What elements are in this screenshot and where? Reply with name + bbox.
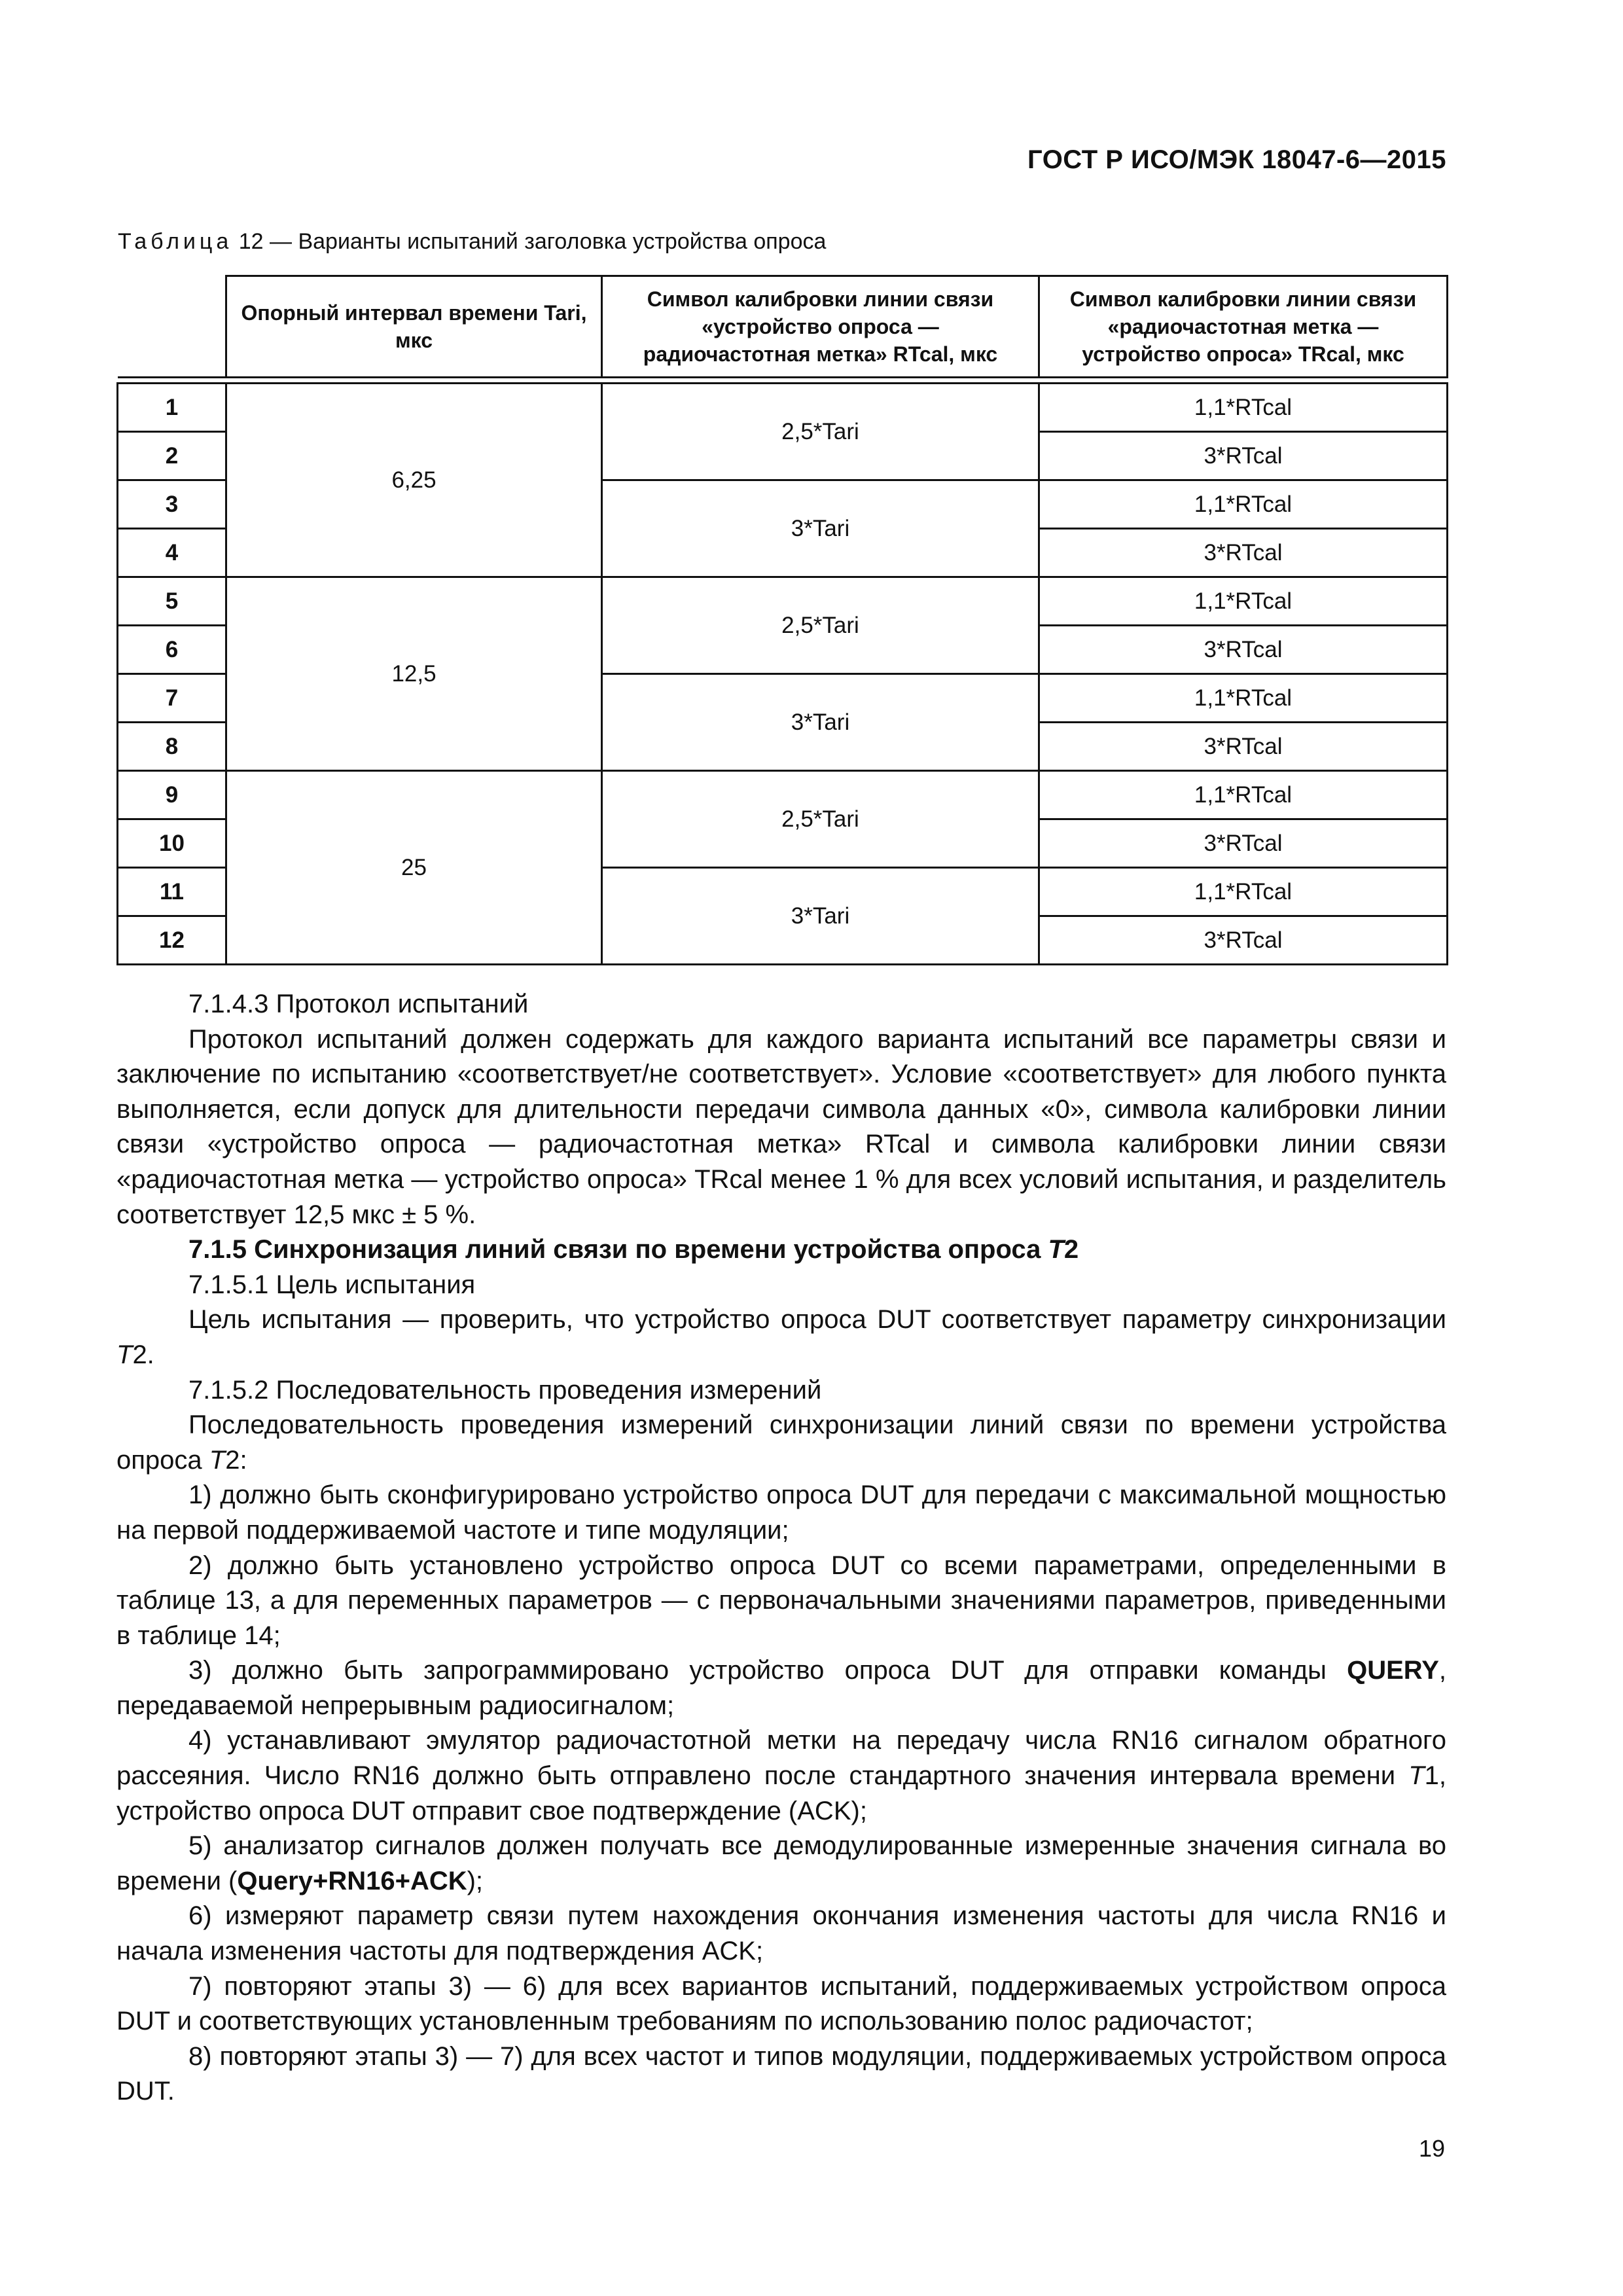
- trcal-cell: 1,1*RTcal: [1039, 868, 1448, 916]
- row-number: 3: [118, 480, 226, 529]
- trcal-cell: 1,1*RTcal: [1039, 674, 1448, 723]
- trcal-cell: 3*RTcal: [1039, 529, 1448, 577]
- row-number: 2: [118, 432, 226, 480]
- row-number: 12: [118, 916, 226, 965]
- section-7-1-4-3-text: Протокол испытаний должен содержать для каждого варианта испытаний все параметры связи и заключение по испытанию «соответствует/не соответствует». Условие «соответствует» для любого пункта выполняется, если допуск для длительности передачи символа данных «0», символа калибровки линии связи «устройство опроса — радиочастотная метка» RTcal и символа калибровки линии связи «радиочастотная метка — устройство опроса» TRcal менее 1 % для всех условий испытания, и разделитель соответствует 12,5 мкс ± 5 %.: [116, 1024, 1446, 1229]
- trcal-cell: 1,1*RTcal: [1039, 384, 1448, 432]
- row-number: 9: [118, 771, 226, 819]
- tari-cell: 6,25: [226, 384, 602, 577]
- row-number: 10: [118, 819, 226, 868]
- section-7-1-5-2-title: 7.1.5.2 Последовательность проведения измерений: [188, 1375, 822, 1405]
- paragraph-suffix: 2.: [132, 1340, 154, 1369]
- step-suffix: 1, устройство опроса DUT отправит свое подтверждение (ACK);: [116, 1761, 1446, 1825]
- tari-cell: 12,5: [226, 577, 602, 771]
- row-number: 11: [118, 868, 226, 916]
- table-row: [118, 771, 1448, 819]
- step-5: [116, 1829, 1446, 1899]
- rtcal-cell: 3*Tari: [602, 674, 1039, 771]
- table-row: [118, 577, 1448, 626]
- step-8: 8) повторяют этапы 3) — 7) для всех частот и типов модуляции, поддерживаемых устройством опроса DUT.: [116, 2041, 1446, 2106]
- row-number: 5: [118, 577, 226, 626]
- step-text: 5) анализатор сигналов должен получать все демодулированные измеренные значения сигнала во времени (: [116, 1831, 1446, 1895]
- section-7-1-5-1-title: 7.1.5.1 Цель испытания: [188, 1270, 476, 1299]
- row-number: 4: [118, 529, 226, 577]
- section-7-1-5-2-text: [116, 1408, 1446, 1478]
- row-number: 8: [118, 723, 226, 771]
- step-suffix: , передаваемой непрерывным радиосигналом;: [116, 1656, 1446, 1720]
- row-number: 1: [118, 384, 226, 432]
- rtcal-cell: 2,5*Tari: [602, 771, 1039, 868]
- step-suffix: );: [467, 1866, 484, 1895]
- trcal-cell: 1,1*RTcal: [1039, 771, 1448, 819]
- heading-text: 7.1.5 Синхронизация линий связи по времени устройства опроса: [188, 1235, 1048, 1265]
- step-1: 1) должно быть сконфигурировано устройство опроса DUT для передачи с максимальной мощностью на первой поддерживаемой частоте и типе модуляции;: [116, 1480, 1446, 1545]
- rtcal-cell: 2,5*Tari: [602, 384, 1039, 480]
- table-caption-text: 12 — Варианты испытаний заголовка устройства опроса: [232, 229, 827, 254]
- trcal-cell: 3*RTcal: [1039, 723, 1448, 771]
- table-caption: [118, 229, 826, 255]
- rtcal-cell: 3*Tari: [602, 868, 1039, 965]
- paragraph-text: Цель испытания — проверить, что устройство опроса DUT соответствует параметру синхронизации: [188, 1305, 1446, 1335]
- table-header-row: [118, 276, 1448, 378]
- step-text: 4) устанавливают эмулятор радиочастотной метки на передачу числа RN16 сигналом обратного рассеяния. Число RN16 должно быть отправлено после стандартного значения интервала времени: [116, 1726, 1446, 1791]
- tari-cell: 25: [226, 771, 602, 965]
- trcal-cell: 3*RTcal: [1039, 432, 1448, 480]
- step-4: [116, 1723, 1446, 1829]
- signal-sequence: Query+RN16+ACK: [237, 1866, 467, 1895]
- trcal-cell: 1,1*RTcal: [1039, 480, 1448, 529]
- paragraph-text: Последовательность проведения измерений синхронизации линий связи по времени устройства опроса: [116, 1410, 1446, 1475]
- header-corner-cell: [118, 276, 226, 378]
- rtcal-cell: 3*Tari: [602, 480, 1039, 577]
- body-text: [116, 987, 1446, 2109]
- italic-t: Т: [1408, 1761, 1425, 1791]
- header-tari: Опорный интервал времени Tari, мкс: [226, 276, 602, 378]
- table-caption-prefix: Таблица: [118, 229, 233, 254]
- paragraph-suffix: 2:: [225, 1445, 247, 1475]
- query-command: QUERY: [1347, 1656, 1439, 1685]
- header-trcal: Символ калибровки линии связи «радиочастотная метка — устройство опроса» TRcal, мкс: [1039, 276, 1448, 378]
- rtcal-cell: 2,5*Tari: [602, 577, 1039, 674]
- section-7-1-4-3-title: 7.1.4.3 Протокол испытаний: [188, 990, 529, 1018]
- row-number: 7: [118, 674, 226, 723]
- header-rtcal: Символ калибровки линии связи «устройство опроса — радиочастотная метка» RTcal, мкс: [602, 276, 1039, 378]
- step-7: 7) повторяют этапы 3) — 6) для всех вариантов испытаний, поддерживаемых устройством опроса DUT и соответствующих установленным требованиям по использованию полос радиочастот;: [116, 1971, 1446, 2036]
- document-header: ГОСТ Р ИСО/МЭК 18047-6—2015: [1027, 145, 1446, 174]
- trcal-cell: 3*RTcal: [1039, 819, 1448, 868]
- trcal-cell: 3*RTcal: [1039, 916, 1448, 965]
- table-row: [118, 384, 1448, 432]
- heading-suffix: 2: [1063, 1235, 1079, 1265]
- header-gap-row: [118, 378, 1448, 384]
- heading-italic-t: Т: [1048, 1235, 1064, 1265]
- section-7-1-5-heading: [116, 1232, 1446, 1268]
- section-7-1-5-1-text: [116, 1302, 1446, 1372]
- step-6: 6) измеряют параметр связи путем нахождения окончания изменения частоты для числа RN16 и начала изменения частоты для подтверждения ACK;: [116, 1901, 1446, 1966]
- italic-t: Т: [116, 1340, 133, 1369]
- italic-t: Т: [209, 1445, 226, 1475]
- trcal-cell: 1,1*RTcal: [1039, 577, 1448, 626]
- page-number: 19: [1418, 2135, 1445, 2162]
- trcal-cell: 3*RTcal: [1039, 626, 1448, 674]
- step-text: 3) должно быть запрограммировано устройство опроса DUT для отправки команды: [188, 1656, 1347, 1685]
- row-number: 6: [118, 626, 226, 674]
- step-2: 2) должно быть установлено устройство опроса DUT со всеми параметрами, определенными в таблице 13, а для переменных параметров — с первоначальными значениями параметров, приведенными в таблице 14;: [116, 1551, 1446, 1650]
- test-variants-table: [116, 275, 1448, 965]
- step-3: [116, 1653, 1446, 1723]
